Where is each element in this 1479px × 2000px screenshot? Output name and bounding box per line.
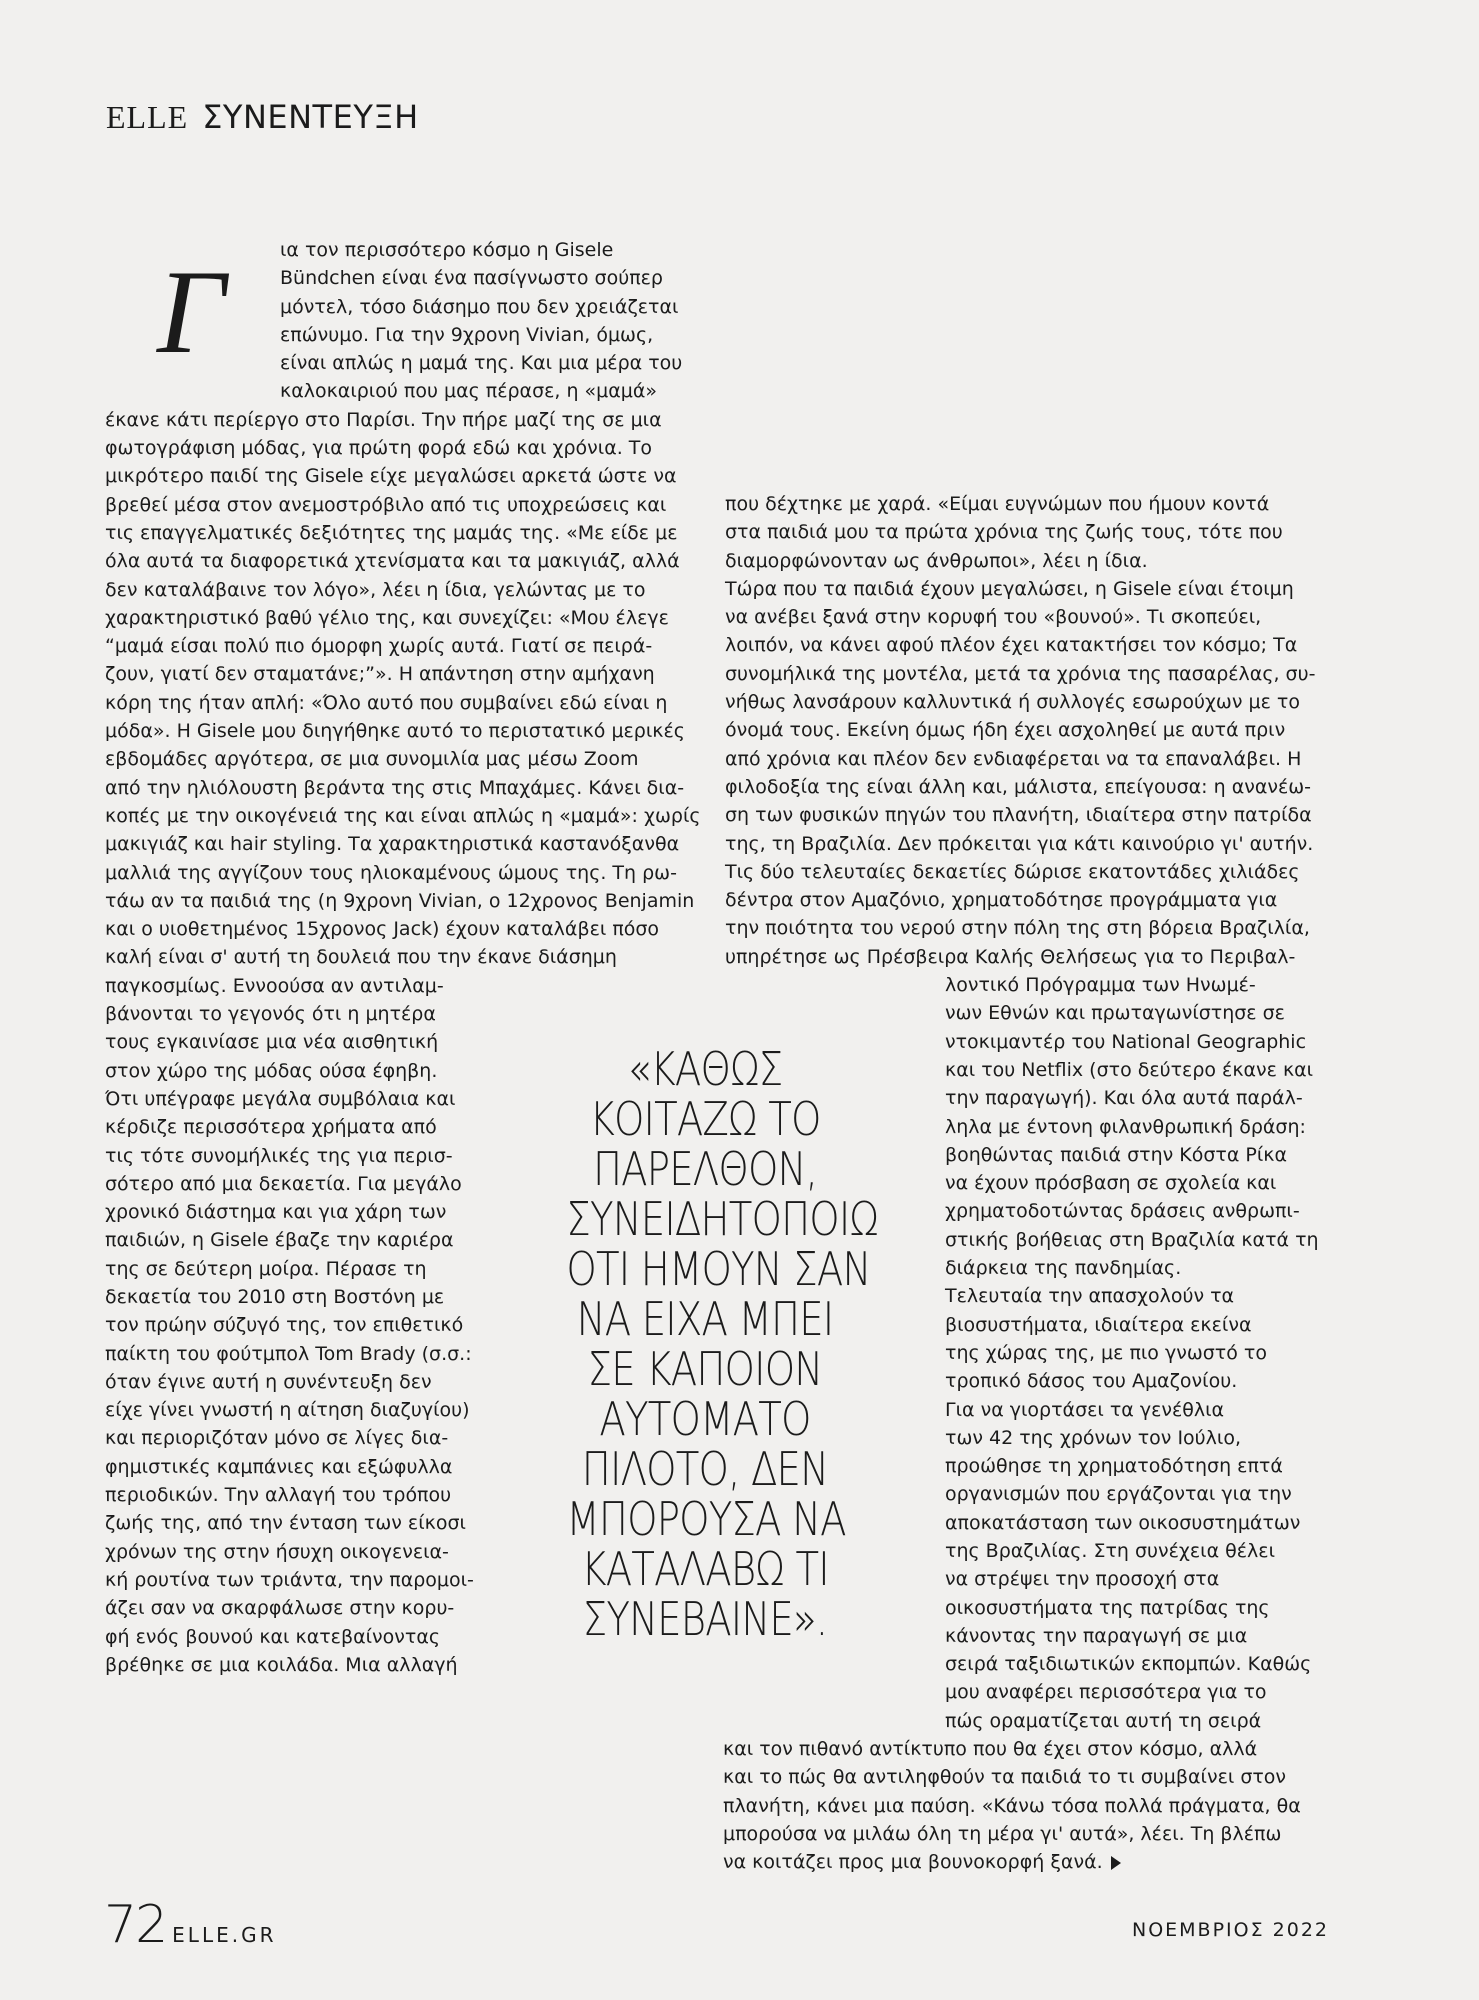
article-line: όνομά τους. Εκείνη όμως ήδη έχει ασχοληθεί με αυτά πριν bbox=[725, 719, 1286, 742]
article-line: όταν έγινε αυτή η συνέντευξη δεν bbox=[105, 1370, 432, 1393]
article-line: της χώρας της, με πιο γνωστό το bbox=[945, 1341, 1267, 1364]
article-line: και του Netflix (στο δεύτερο έκανε και bbox=[945, 1058, 1314, 1081]
article-line: μου αναφέρει περισσότερα για το bbox=[945, 1681, 1267, 1704]
article-line: κάνοντας την παραγωγή σε μια bbox=[945, 1624, 1248, 1647]
article-line: λοντικό Πρόγραμμα των Ηνωμέ- bbox=[945, 974, 1256, 997]
article-line: κέρδιζε περισσότερα χρήματα από bbox=[105, 1116, 437, 1139]
article-line: αποκατάσταση των οικοσυστημάτων bbox=[945, 1511, 1301, 1534]
article-line: εβδομάδες αργότερα, σε μια συνομιλία μας μέσω Zoom bbox=[105, 748, 639, 771]
article-line: βάνονται το γεγονός ότι η μητέρα bbox=[105, 1003, 436, 1026]
end-arrow-icon bbox=[1111, 1856, 1121, 1870]
article-line: μόδα». Η Gisele μου διηγήθηκε αυτό το περιστατικό μερικές bbox=[105, 720, 685, 743]
pull-quote-line: ΟΤΙ ΗΜΟΥΝ ΣΑΝ bbox=[566, 1242, 871, 1296]
article-line: Τις δύο τελευταίες δεκαετίες δώρισε εκατοντάδες χιλιάδες bbox=[725, 860, 1300, 883]
article-line: πώς οραματίζεται αυτή τη σειρά bbox=[945, 1709, 1262, 1732]
footer-left bbox=[104, 1895, 276, 1955]
article-line: ζωής της, από την ένταση των είκοσι bbox=[105, 1512, 466, 1535]
article-line: Ότι υπέγραφε μεγάλα συμβόλαια και bbox=[105, 1087, 456, 1110]
article-line: περιοδικών. Την αλλαγή του τρόπου bbox=[105, 1484, 452, 1507]
page-number: 72 bbox=[104, 1895, 167, 1955]
article-line: είχε γίνει γνωστή η αίτηση διαζυγίου) bbox=[105, 1399, 470, 1422]
article-line: παγκοσμίως. Εννοούσα αν αντιλαμ- bbox=[105, 974, 444, 997]
article-line: ζουν, γιατί δεν σταματάνε;”». Η απάντηση στην αμήχανη bbox=[105, 663, 655, 686]
article-line: συνομήλικά της μοντέλα, μετά τα χρόνια της πασαρέλας, συ- bbox=[725, 662, 1316, 685]
article-line: φή ενός βουνού και κατεβαίνοντας bbox=[105, 1625, 440, 1648]
pull-quote-line: ΣΥΝΕΒΑΙΝΕ». bbox=[582, 1592, 828, 1646]
article-line: κόρη της ήταν απλή: «Όλο αυτό που συμβαίνει εδώ είναι η bbox=[105, 691, 668, 714]
article-line: κή ρουτίνα των τριάντα, την παρομοι- bbox=[105, 1568, 474, 1591]
article-line: ντοκιμαντέρ του National Geographic bbox=[945, 1030, 1307, 1053]
article-line: προώθησε τη χρηματοδότηση επτά bbox=[945, 1455, 1283, 1478]
pull-quote-line: ΣΥΝΕΙΔΗΤΟΠΟΙΩ bbox=[566, 1192, 879, 1246]
article-line: οικοσυστήματα της πατρίδας της bbox=[945, 1596, 1270, 1619]
article-line: μόντελ, τόσο διάσημο που δεν χρειάζεται bbox=[280, 295, 679, 318]
article-line: σότερο από μια δεκαετία. Για μεγάλο bbox=[105, 1172, 462, 1195]
article-line: σειρά ταξιδιωτικών εκπομπών. Καθώς bbox=[945, 1653, 1312, 1676]
article-line: διάρκεια της πανδημίας. bbox=[945, 1257, 1182, 1280]
pull-quote-line: ΠΙΛΟΤΟ, ΔΕΝ bbox=[581, 1442, 829, 1496]
article-line: άζει σαν να σκαρφάλωσε στην κορυ- bbox=[105, 1597, 455, 1620]
article-line: καλοκαιριού που μας πέρασε, η «μαμά» bbox=[280, 380, 658, 403]
article-line: της, τη Βραζιλία. Δεν πρόκειται για κάτι καινούριο γι' αυτήν. bbox=[725, 832, 1314, 855]
article-line: χρηματοδοτώντας δράσεις ανθρωπι- bbox=[945, 1200, 1300, 1223]
article-line: και ο υιοθετημένος 15χρονος Jack) έχουν καταλάβει πόσο bbox=[105, 918, 660, 941]
article-line: μαλλιά της αγγίζουν τους ηλιοκαμένους ώμους της. Τη ρω- bbox=[105, 861, 677, 884]
pull-quote-line: ΑΥΤΟΜΑΤΟ bbox=[599, 1392, 811, 1446]
article-line: που δέχτηκε με χαρά. «Είμαι ευγνώμων που ήμουν κοντά bbox=[725, 493, 1270, 515]
pull-quote-line: ΝΑ ΕΙΧΑ ΜΠΕΙ bbox=[576, 1292, 834, 1346]
article-line: βρεθεί μέσα στον ανεμοστρόβιλο από τις υποχρεώσεις και bbox=[105, 493, 667, 516]
pull-quote-line: ΚΟΙΤΑΖΩ ΤΟ bbox=[589, 1092, 821, 1146]
magazine-logo: ELLE bbox=[106, 99, 189, 135]
section-title: ΣΥΝΕΝΤΕΥΞΗ bbox=[202, 98, 419, 136]
article-line: να κοιτάζει προς μια βουνοκορφή ξανά. bbox=[723, 1848, 1319, 1876]
article-line: ση των φυσικών πηγών του πλανήτη, ιδιαίτερα στην πατρίδα bbox=[725, 804, 1312, 827]
article-line: καλή είναι σ' αυτή τη δουλειά που την έκανε διάσημη bbox=[105, 946, 617, 969]
article-line: της σε δεύτερη μοίρα. Πέρασε τη bbox=[105, 1257, 427, 1280]
pull-quote-line: ΠΑΡΕΛΘΟΝ, bbox=[592, 1142, 818, 1196]
article-line: χρονικό διάστημα και για χάρη των bbox=[105, 1201, 447, 1224]
pull-quote bbox=[540, 1042, 879, 1646]
site-name: ELLE.GR bbox=[172, 1923, 277, 1947]
article-line: ια τον περισσότερο κόσμο η Gisele bbox=[280, 239, 614, 261]
article-line: Για να γιορτάσει τα γενέθλια bbox=[945, 1398, 1225, 1421]
article-line: Bündchen είναι ένα πασίγνωστο σούπερ bbox=[280, 267, 663, 290]
article-line: δέντρα στον Αμαζόνιο, χρηματοδότησε προγράμματα για bbox=[725, 889, 1278, 912]
article-line: στον χώρο της μόδας ούσα έφηβη. bbox=[105, 1059, 438, 1082]
article-line: φιλοδοξία της είναι άλλη και, μάλιστα, επείγουσα: η ανανέω- bbox=[725, 775, 1312, 798]
article-line: παιδιών, η Gisele έβαζε την καριέρα bbox=[105, 1229, 454, 1252]
article-line: να έχουν πρόσβαση σε σχολεία και bbox=[945, 1172, 1277, 1195]
article-line: τις τότε συνομήλικές της για περισ- bbox=[105, 1144, 453, 1167]
article-line: και τον πιθανό αντίκτυπο που θα έχει στον κόσμο, αλλά bbox=[723, 1738, 1258, 1761]
article-line: βοηθώντας παιδιά στην Κόστα Ρίκα bbox=[945, 1143, 1288, 1166]
article-line: “μαμά είσαι πολύ πιο όμορφη χωρίς αυτά. Γιατί σε πειρά- bbox=[105, 635, 653, 658]
pull-quote-line: ΜΠΟΡΟΥΣΑ ΝΑ bbox=[566, 1492, 846, 1546]
article-line: επώνυμο. Για την 9χρονη Vivian, όμως, bbox=[280, 323, 654, 346]
article-line: την ποιότητα του νερού στην πόλη της στη βόρεια Βραζιλία, bbox=[725, 917, 1310, 940]
article-line: λοιπόν, να κάνει αφού πλέον έχει κατακτήσει τον κόσμο; Τα bbox=[725, 634, 1298, 657]
article-line: φωτογράφιση μόδας, για πρώτη φορά εδώ και χρόνια. Το bbox=[105, 437, 653, 460]
article-line: από την ηλιόλουστη βεράντα της στις Μπαχάμες. Κάνει δια- bbox=[105, 776, 685, 799]
article-line: τους εγκαινίασε μια νέα αισθητική bbox=[105, 1031, 439, 1054]
article-line: κοπές με την οικογένειά της και είναι απλώς η «μαμά»: χωρίς bbox=[105, 804, 701, 827]
article-line: την παραγωγή). Και όλα αυτά παράλ- bbox=[945, 1087, 1303, 1110]
article-line: τάω αν τα παιδιά της (η 9χρονη Vivian, ο 12χρονος Benjamin bbox=[105, 889, 695, 912]
article-line: είναι απλώς η μαμά της. Και μια μέρα του bbox=[280, 352, 683, 375]
article-line: όλα αυτά τα διαφορετικά χτενίσματα και τα μακιγιάζ, αλλά bbox=[105, 550, 680, 573]
article-line: διαμορφώνονταν ως άνθρωποι», λέει η ίδια. bbox=[725, 549, 1148, 572]
article-line: πλανήτη, κάνει μια παύση. «Κάνω τόσα πολλά πράγματα, θα bbox=[723, 1794, 1301, 1817]
article-line: Τελευταία την απασχολούν τα bbox=[945, 1285, 1235, 1308]
article-line: μικρότερο παιδί της Gisele είχε μεγαλώσει αρκετά ώστε να bbox=[105, 465, 677, 488]
article-line: να ανέβει ξανά στην κορυφή του «βουνού». Τι σκοπεύει, bbox=[725, 606, 1262, 629]
article-line: οργανισμών που εργάζονται για την bbox=[945, 1483, 1292, 1506]
article-line: της Βραζιλίας. Στη συνέχεια θέλει bbox=[945, 1539, 1276, 1562]
page-header bbox=[106, 98, 419, 136]
article-line: στικής βοήθειας στη Βραζιλία κατά τη bbox=[945, 1228, 1319, 1251]
issue-date: ΝΟΕΜΒΡΙΟΣ 2022 bbox=[1131, 1919, 1329, 1941]
article-line: Τώρα που τα παιδιά έχουν μεγαλώσει, η Gisele είναι έτοιμη bbox=[725, 577, 1294, 600]
article-line: τον πρώην σύζυγό της, τον επιθετικό bbox=[105, 1314, 464, 1337]
article-line: χρόνων της στην ήσυχη οικογενεια- bbox=[105, 1540, 449, 1563]
article-line: τροπικό δάσος του Αμαζονίου. bbox=[945, 1370, 1238, 1393]
article-line: υπηρέτησε ως Πρέσβειρα Καλής Θελήσεως για το Περιβαλ- bbox=[725, 945, 1296, 968]
article-line: των 42 της χρόνων τον Ιούλιο, bbox=[945, 1426, 1242, 1449]
article-line: μακιγιάζ και hair styling. Τα χαρακτηριστικά καστανόξανθα bbox=[105, 833, 680, 856]
article-line: χαρακτηριστικό βαθύ γέλιο της, και συνεχίζει: «Μου έλεγε bbox=[105, 606, 669, 629]
pull-quote-line: ΣΕ ΚΑΠΟΙΟΝ bbox=[587, 1342, 823, 1396]
article-line: έκανε κάτι περίεργο στο Παρίσι. Την πήρε μαζί της σε μια bbox=[105, 408, 662, 431]
article-line: μπορούσα να μιλάω όλη τη μέρα γι' αυτά», λέει. Τη βλέπω bbox=[723, 1822, 1282, 1845]
article-line: βρέθηκε σε μια κοιλάδα. Μια αλλαγή bbox=[105, 1653, 458, 1676]
article-line: τις επαγγελματικές δεξιότητες της μαμάς της. «Με είδε με bbox=[105, 521, 678, 544]
article-line: και περιοριζόταν μόνο σε λίγες δια- bbox=[105, 1427, 449, 1450]
article-line: ληλα με έντονη φιλανθρωπική δράση: bbox=[945, 1115, 1306, 1138]
article-line: και το πώς θα αντιληφθούν τα παιδιά το τι συμβαίνει στον bbox=[723, 1766, 1287, 1789]
article-line: από χρόνια και πλέον δεν ενδιαφέρεται να τα επαναλάβει. Η bbox=[725, 747, 1302, 770]
article-line: να στρέψει την προσοχή στα bbox=[945, 1568, 1220, 1591]
pull-quote-line: ΚΑΤΑΛΑΒΩ ΤΙ bbox=[581, 1542, 829, 1596]
drop-cap: Γ bbox=[157, 245, 226, 378]
article-line: παίκτη του φούτμπολ Tom Brady (σ.σ.: bbox=[105, 1342, 472, 1365]
article-line: βιοσυστήματα, ιδιαίτερα εκείνα bbox=[945, 1313, 1252, 1336]
article-line: στα παιδιά μου τα πρώτα χρόνια της ζωής τους, τότε που bbox=[725, 521, 1283, 544]
article-line: δεκαετία του 2010 στη Βοστόνη με bbox=[105, 1285, 445, 1308]
article-line: νήθως λανσάρουν καλλυντικά ή συλλογές εσωρούχων με το bbox=[725, 691, 1300, 714]
article-line: νων Εθνών και πρωταγωνίστησε σε bbox=[945, 1002, 1285, 1025]
article-line: δεν καταλάβαινε τον λόγο», λέει η ίδια, γελώντας με το bbox=[105, 578, 646, 601]
pull-quote-line: «ΚΑΘΩΣ bbox=[627, 1042, 783, 1096]
article-line: φημιστικές καμπάνιες και εξώφυλλα bbox=[105, 1455, 453, 1478]
